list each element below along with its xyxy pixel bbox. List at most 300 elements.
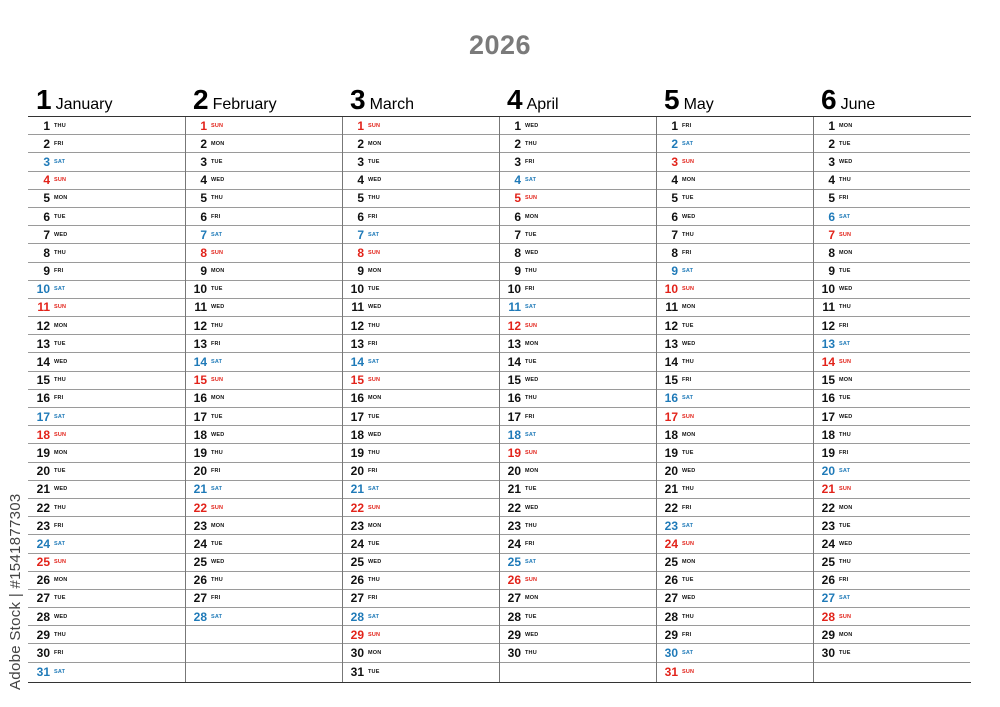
day-row [656, 554, 813, 572]
day-row [656, 335, 813, 353]
day-row [28, 153, 185, 171]
day-row [499, 408, 656, 426]
weekday-label: MON [682, 431, 696, 438]
weekday-label: FRI [682, 504, 692, 511]
weekday-label: SAT [368, 486, 380, 493]
weekday-label: WED [211, 431, 225, 438]
weekday-label: TUE [54, 213, 66, 220]
day-row [185, 463, 342, 481]
day-number: 25 [821, 555, 835, 570]
day-number: 18 [821, 427, 835, 442]
day-number: 3 [200, 154, 207, 169]
weekday-label: SUN [368, 122, 381, 129]
day-number: 20 [821, 464, 835, 479]
day-row [28, 135, 185, 153]
day-number: 21 [350, 482, 364, 497]
day-number: 27 [664, 591, 678, 606]
day-row [28, 590, 185, 608]
day-row [813, 281, 970, 299]
day-number: 19 [193, 445, 207, 460]
day-row [499, 481, 656, 499]
day-number: 21 [664, 482, 678, 497]
day-number: 11 [194, 300, 207, 315]
day-row [185, 517, 342, 535]
weekday-label: WED [839, 413, 853, 420]
day-row [342, 244, 499, 262]
day-row [656, 281, 813, 299]
day-number: 14 [507, 355, 521, 370]
weekday-label: THU [839, 431, 851, 438]
day-number: 7 [200, 227, 207, 242]
day-number: 6 [671, 209, 678, 224]
day-row [28, 172, 185, 190]
day-row [28, 608, 185, 626]
weekday-label: SAT [839, 468, 851, 475]
day-number: 22 [664, 500, 678, 515]
day-row [28, 208, 185, 226]
day-number: 8 [43, 245, 50, 260]
weekday-label: THU [211, 449, 223, 456]
weekday-label: THU [839, 304, 851, 311]
day-row [813, 226, 970, 244]
weekday-label: MON [525, 340, 539, 347]
day-number: 28 [507, 609, 521, 624]
day-row [185, 244, 342, 262]
day-row [499, 153, 656, 171]
day-list [813, 117, 970, 681]
day-number: 19 [507, 445, 521, 460]
day-number: 11 [822, 300, 835, 315]
weekday-label: MON [525, 468, 539, 475]
weekday-label: THU [682, 231, 694, 238]
day-number: 31 [36, 664, 50, 679]
day-number: 5 [514, 191, 521, 206]
weekday-label: THU [368, 577, 380, 584]
day-number: 14 [821, 355, 835, 370]
day-number: 14 [193, 355, 207, 370]
day-row [813, 190, 970, 208]
weekday-label: FRI [211, 213, 221, 220]
day-number: 20 [193, 464, 207, 479]
weekday-label: SAT [839, 213, 851, 220]
weekday-label: SAT [54, 413, 66, 420]
weekday-label: FRI [368, 468, 378, 475]
day-row [656, 481, 813, 499]
weekday-label: FRI [682, 377, 692, 384]
day-number: 16 [193, 391, 207, 406]
day-number: 28 [193, 609, 207, 624]
weekday-label: MON [54, 195, 68, 202]
weekday-label: SAT [54, 286, 66, 293]
weekday-label: TUE [682, 195, 694, 202]
weekday-label: TUE [682, 322, 694, 329]
day-row [499, 517, 656, 535]
day-number: 7 [357, 227, 364, 242]
day-row [656, 390, 813, 408]
day-number: 14 [36, 355, 50, 370]
weekday-label: FRI [682, 249, 692, 256]
month-number: 2 [193, 84, 209, 115]
day-number: 30 [350, 646, 364, 661]
day-row [185, 535, 342, 553]
day-number: 9 [43, 264, 50, 279]
day-row [342, 208, 499, 226]
day-row [499, 554, 656, 572]
day-row [813, 299, 970, 317]
day-row [185, 299, 342, 317]
footer-rule [28, 682, 971, 683]
day-number: 12 [193, 318, 207, 333]
weekday-label: MON [368, 268, 382, 275]
day-number: 5 [671, 191, 678, 206]
weekday-label: MON [839, 504, 853, 511]
day-row [499, 190, 656, 208]
day-number: 29 [350, 627, 364, 642]
day-number: 17 [36, 409, 50, 424]
weekday-label: THU [54, 122, 66, 129]
weekday-label: SUN [211, 504, 224, 511]
weekday-label: SAT [211, 231, 223, 238]
day-row [28, 372, 185, 390]
day-row [499, 444, 656, 462]
day-number: 26 [36, 573, 50, 588]
weekday-label: MON [525, 213, 539, 220]
weekday-label: MON [682, 559, 696, 566]
day-number: 11 [665, 300, 678, 315]
day-number: 29 [821, 627, 835, 642]
day-row [813, 663, 970, 681]
weekday-label: SAT [682, 140, 694, 147]
weekday-label: SAT [525, 177, 537, 184]
weekday-label: SAT [54, 668, 66, 675]
day-row [342, 517, 499, 535]
day-row [342, 226, 499, 244]
weekday-label: WED [682, 595, 696, 602]
day-row [813, 408, 970, 426]
day-row [499, 463, 656, 481]
month-header [821, 84, 875, 116]
day-row [656, 608, 813, 626]
day-row [342, 153, 499, 171]
day-number: 23 [193, 518, 207, 533]
day-number: 16 [36, 391, 50, 406]
day-row [813, 426, 970, 444]
stock-watermark: Adobe Stock | #1541877303 [7, 493, 24, 690]
day-number: 18 [193, 427, 207, 442]
day-row [656, 408, 813, 426]
day-number: 20 [36, 464, 50, 479]
day-row [656, 244, 813, 262]
day-number: 18 [507, 427, 521, 442]
day-number: 13 [36, 336, 50, 351]
day-number: 17 [664, 409, 678, 424]
weekday-label: SAT [525, 304, 537, 311]
day-number: 3 [514, 154, 521, 169]
day-number: 20 [507, 464, 521, 479]
weekday-label: WED [839, 158, 853, 165]
day-row [656, 226, 813, 244]
day-row [185, 554, 342, 572]
weekday-label: SAT [525, 431, 537, 438]
day-row [28, 426, 185, 444]
day-number: 28 [36, 609, 50, 624]
day-number: 9 [671, 264, 678, 279]
weekday-label: SAT [368, 359, 380, 366]
weekday-label: MON [368, 650, 382, 657]
day-row [656, 517, 813, 535]
weekday-label: WED [368, 177, 382, 184]
weekday-label: SAT [682, 522, 694, 529]
day-row [342, 263, 499, 281]
day-row [185, 572, 342, 590]
day-row [342, 608, 499, 626]
day-number: 12 [507, 318, 521, 333]
day-number: 6 [43, 209, 50, 224]
weekday-label: MON [368, 522, 382, 529]
day-list [185, 117, 342, 681]
day-number: 10 [507, 282, 521, 297]
weekday-label: TUE [54, 595, 66, 602]
weekday-label: SUN [211, 377, 224, 384]
month-number: 6 [821, 84, 837, 115]
day-row [813, 463, 970, 481]
day-number: 24 [193, 536, 207, 551]
day-number: 16 [507, 391, 521, 406]
day-row [342, 663, 499, 681]
day-row [185, 172, 342, 190]
weekday-label: FRI [368, 595, 378, 602]
month-name: January [55, 96, 113, 113]
day-row [813, 590, 970, 608]
day-row [28, 190, 185, 208]
weekday-label: THU [368, 195, 380, 202]
day-number: 27 [350, 591, 364, 606]
day-row [499, 226, 656, 244]
weekday-label: SUN [839, 613, 852, 620]
weekday-label: FRI [682, 631, 692, 638]
weekday-label: MON [54, 322, 68, 329]
day-row [813, 517, 970, 535]
weekday-label: SUN [211, 122, 224, 129]
weekday-label: SAT [682, 268, 694, 275]
day-row [656, 172, 813, 190]
day-number: 29 [664, 627, 678, 642]
day-row [28, 117, 185, 135]
weekday-label: SUN [682, 668, 695, 675]
day-number: 18 [36, 427, 50, 442]
day-number: 23 [36, 518, 50, 533]
day-number: 17 [507, 409, 521, 424]
day-row [656, 208, 813, 226]
day-number: 30 [507, 646, 521, 661]
day-number: 12 [350, 318, 364, 333]
weekday-label: SUN [54, 431, 67, 438]
weekday-label: WED [211, 304, 225, 311]
day-number: 9 [200, 264, 207, 279]
weekday-label: MON [368, 395, 382, 402]
day-row [28, 517, 185, 535]
month-number: 5 [664, 84, 680, 115]
day-number: 10 [36, 282, 50, 297]
weekday-label: THU [682, 613, 694, 620]
day-number: 27 [507, 591, 521, 606]
day-number: 1 [200, 118, 207, 133]
weekday-label: MON [54, 577, 68, 584]
day-row [656, 317, 813, 335]
day-number: 22 [507, 500, 521, 515]
day-row [342, 644, 499, 662]
day-number: 26 [821, 573, 835, 588]
weekday-label: WED [368, 431, 382, 438]
day-number: 13 [821, 336, 835, 351]
weekday-label: FRI [54, 650, 64, 657]
weekday-label: WED [682, 340, 696, 347]
weekday-label: THU [368, 449, 380, 456]
day-row [342, 117, 499, 135]
day-list [28, 117, 185, 681]
day-row [813, 153, 970, 171]
weekday-label: TUE [682, 577, 694, 584]
weekday-label: THU [525, 140, 537, 147]
day-number: 27 [193, 591, 207, 606]
day-number: 17 [350, 409, 364, 424]
day-row [342, 426, 499, 444]
header-rule [28, 116, 971, 117]
day-row [185, 390, 342, 408]
month-number: 4 [507, 84, 523, 115]
day-number: 8 [514, 245, 521, 260]
day-number: 8 [357, 245, 364, 260]
day-row [28, 390, 185, 408]
day-number: 7 [514, 227, 521, 242]
day-number: 4 [357, 173, 364, 188]
weekday-label: MON [54, 449, 68, 456]
weekday-label: WED [368, 559, 382, 566]
day-number: 2 [200, 136, 207, 151]
day-number: 25 [664, 555, 678, 570]
day-row [185, 663, 342, 681]
weekday-label: TUE [211, 158, 223, 165]
day-number: 26 [193, 573, 207, 588]
day-number: 1 [828, 118, 835, 133]
day-number: 24 [821, 536, 835, 551]
weekday-label: THU [54, 504, 66, 511]
weekday-label: SAT [211, 359, 223, 366]
month-header [36, 84, 113, 116]
month-header [664, 84, 714, 116]
month-name: June [840, 96, 876, 113]
day-row [342, 281, 499, 299]
day-number: 13 [664, 336, 678, 351]
day-row [28, 335, 185, 353]
day-number: 5 [828, 191, 835, 206]
day-number: 11 [37, 300, 50, 315]
day-row [499, 208, 656, 226]
day-row [656, 135, 813, 153]
weekday-label: SUN [368, 504, 381, 511]
weekday-label: FRI [682, 122, 692, 129]
day-row [185, 499, 342, 517]
day-number: 18 [350, 427, 364, 442]
weekday-label: WED [525, 249, 539, 256]
weekday-label: SUN [211, 249, 224, 256]
day-row [499, 117, 656, 135]
weekday-label: FRI [211, 340, 221, 347]
day-number: 19 [664, 445, 678, 460]
day-number: 17 [193, 409, 207, 424]
day-number: 11 [508, 300, 521, 315]
day-number: 7 [828, 227, 835, 242]
day-row [813, 554, 970, 572]
day-number: 30 [36, 646, 50, 661]
day-row [185, 590, 342, 608]
weekday-label: MON [839, 122, 853, 129]
day-number: 10 [350, 282, 364, 297]
day-number: 15 [664, 373, 678, 388]
day-number: 15 [193, 373, 207, 388]
day-row [813, 572, 970, 590]
weekday-label: SAT [54, 540, 66, 547]
weekday-label: THU [54, 377, 66, 384]
weekday-label: FRI [54, 522, 64, 529]
day-number: 15 [350, 373, 364, 388]
day-row [185, 426, 342, 444]
weekday-label: TUE [839, 522, 851, 529]
day-number: 9 [828, 264, 835, 279]
day-row [813, 244, 970, 262]
weekday-label: THU [682, 486, 694, 493]
day-row [656, 153, 813, 171]
day-row [656, 499, 813, 517]
day-row [185, 226, 342, 244]
weekday-label: SUN [54, 177, 67, 184]
day-number: 2 [357, 136, 364, 151]
weekday-label: FRI [525, 540, 535, 547]
weekday-label: TUE [368, 540, 380, 547]
day-list [499, 117, 656, 681]
day-number: 2 [43, 136, 50, 151]
month-number: 1 [36, 84, 52, 115]
day-number: 28 [664, 609, 678, 624]
weekday-label: THU [368, 322, 380, 329]
weekday-label: FRI [525, 158, 535, 165]
day-row [342, 626, 499, 644]
day-number: 4 [43, 173, 50, 188]
weekday-label: WED [368, 304, 382, 311]
day-row [342, 190, 499, 208]
weekday-label: TUE [839, 268, 851, 275]
weekday-label: MON [839, 377, 853, 384]
day-row [499, 626, 656, 644]
weekday-label: WED [211, 177, 225, 184]
weekday-label: SUN [525, 577, 538, 584]
day-row [342, 535, 499, 553]
weekday-label: THU [211, 322, 223, 329]
day-row [185, 408, 342, 426]
day-number: 25 [36, 555, 50, 570]
day-row [813, 372, 970, 390]
day-number: 6 [200, 209, 207, 224]
day-row [499, 572, 656, 590]
weekday-label: SUN [368, 377, 381, 384]
weekday-label: TUE [368, 286, 380, 293]
weekday-label: FRI [525, 286, 535, 293]
day-number: 21 [507, 482, 521, 497]
day-number: 25 [193, 555, 207, 570]
day-number: 9 [514, 264, 521, 279]
day-row [28, 408, 185, 426]
weekday-label: SUN [368, 249, 381, 256]
